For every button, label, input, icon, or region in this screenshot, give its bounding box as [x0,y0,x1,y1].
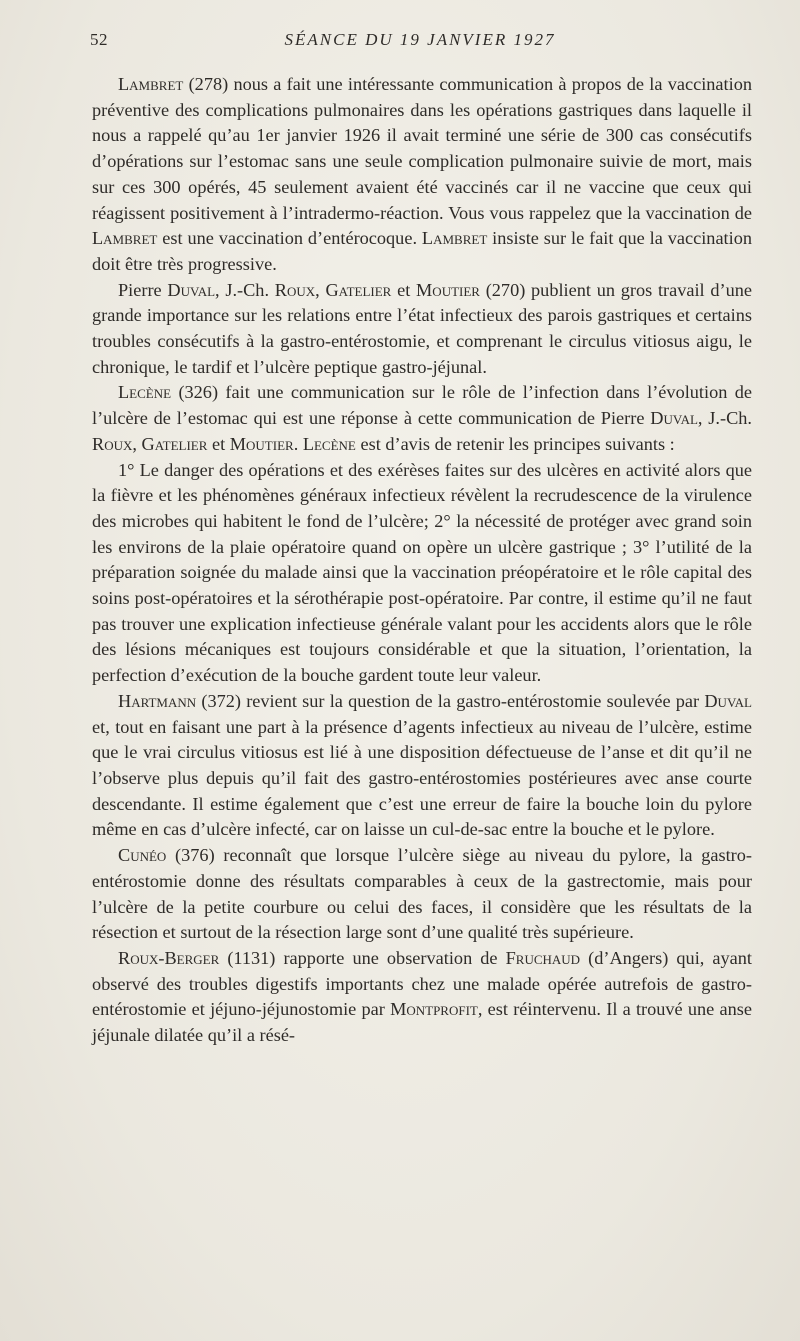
text-segment: et [207,433,230,454]
author-name: Cunéo [118,845,167,866]
page-number: 52 [90,30,108,49]
text-segment: . [293,433,303,454]
text-segment: et [391,279,417,300]
page-header [88,30,752,52]
paragraph [92,458,752,689]
author-name: Lecène [118,382,172,403]
body-text [92,72,752,1049]
text-segment: , J.-Ch. [215,279,275,300]
text-segment: et, tout en faisant une part à la présence d’agents infectieux au niveau de l’ulcère, estime que le vrai circulus vitiosus est lié à une disposition défectueuse de l’anse et dit qu’il ne l’observe plus depuis qu’il fait des gastro-entérostomies postérieures avec anse courte descendante. Il estime également que c’est une erreur de faire la bouche loin du pylore même en cas d’ulcère infecté, car on laisse un cul-de-sac entre la bouche et le pylore. [92,716,752,840]
author-name: Roux [92,433,133,454]
text-segment: , [315,279,326,300]
author-name: Duval [167,279,216,300]
author-name: Fruchaud [505,947,581,968]
running-head: SÉANCE DU 19 JANVIER 1927 [284,30,556,49]
author-name: Moutier [416,279,480,300]
author-name: Montprofit [390,999,478,1020]
text-segment: (d’Angers) qui, ayant observé des troubles digestifs importants chez une malade opérée autrefois de gastro-entérostomie et jéjuno-jéjunostomie par [92,947,753,1020]
author-name: Lambret [92,228,158,249]
text-segment: 1° Le danger des opérations et des exérèses faites sur des ulcères en activité alors que la fièvre et les phénomènes généraux infectieux révèlent la recrudescence de la virulence des microbes qui habitent le fond de l’ulcère; 2° la nécessité de protéger avec grand soin les environs de la plaie opératoire quand on opère un ulcère gastrique ; 3° l’utilité de la préparation soignée du malade ainsi que la vaccination préopératoire et le rôle capital des soins post-opératoires et la sérothérapie post-opératoire. Par contre, il estime qu’il ne faut pas trouver une explication infectieuse générale valant pour les accidents alors que le rôle des lésions mécaniques est toujours considérable et que la situation, l’orientation, la perfection d’exécution de la bouche gardent toute leur valeur. [92,459,752,686]
text-segment: Pierre [118,279,168,300]
author-name: Lambret [118,74,184,94]
text-segment: (376) reconnaît que lorsque l’ulcère siège au niveau du pylore, la gastro-entérostomie donne des résultats comparables à ceux de la gastrectomie, mais pour l’ulcère de la petite courbure ou celui des faces, il considère que les résultats de la résection et surtout de la résection large sont d’une qualité très supérieure. [92,845,752,943]
author-name: Hartmann [118,690,197,711]
text-segment: , J.-Ch. [697,408,752,429]
author-name: Moutier [229,433,294,454]
author-name: Roux-Berger [118,947,220,968]
paragraph [92,843,752,946]
text-segment: (270) publient un gros travail d’une grande importance sur les relations entre l’état infectieux des parois gastriques et certains troubles consécutifs à la gastro-entérostomie, et comprenant le circulus vitiosus aigu, le chronique, le tardif et l’ulcère peptique gastro-jéjunal. [92,279,753,377]
text-segment: (372) revient sur la question de la gastro-entérostomie soulevée par [196,690,705,711]
text-segment: , est réintervenu. Il a trouvé une anse jéjunale dilatée qu’il a résé- [92,999,752,1046]
author-name: Roux [274,279,316,300]
author-name: Gatelier [325,279,392,300]
author-name: Duval [650,408,698,429]
paragraph [92,72,752,278]
author-name: Lambret [421,228,488,249]
text-segment: (278) nous a fait une intéressante communication à propos de la vaccination préventive des complications pulmonaires dans les opérations gastriques dans laquelle il nous a rappelé qu’au 1er janvier 1926 il avait terminé une série de 300 cas consécutifs d’opérations sur l’estomac sans une seule complication pulmonaire suivie de mort, mais sur ces 300 opérés, 45 seulement avaient été vaccinés car il ne vaccine que ceux qui réagissent positivement à l’intradermo-réaction. Vous vous rappelez que la vaccination de [92,74,752,223]
paragraph [92,946,752,1049]
text-segment: est une vaccination d’entérocoque. [157,228,422,249]
text-segment: , [132,433,142,454]
text-segment: (1131) rapporte une observation de [219,947,506,968]
text-segment: (326) fait une communication sur le rôle de l’infection dans l’évolution de l’ulcère de l’estomac qui est une réponse à cette communication de Pierre [92,382,752,429]
paragraph [92,380,752,457]
text-segment: est d’avis de retenir les principes suivants : [355,433,675,454]
text-segment: insiste sur le fait que la vaccination doit être très progressive. [92,228,752,274]
author-name: Duval [704,690,752,711]
author-name: Gatelier [141,433,208,454]
paragraph [92,278,752,381]
paragraph [92,689,752,843]
author-name: Lecène [302,433,356,454]
